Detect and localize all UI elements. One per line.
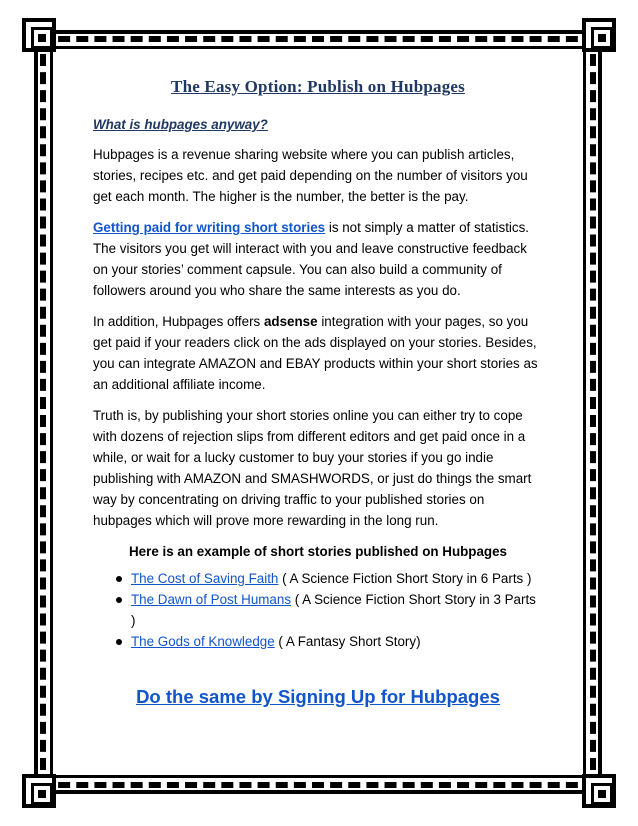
story-description: ( A Science Fiction Short Story in 3 Parts ) <box>131 592 536 628</box>
paragraph-text: In addition, Hubpages offers <box>93 314 264 329</box>
paragraph-adsense <box>93 311 543 395</box>
paragraph-intro: Hubpages is a revenue sharing website where you can publish articles, stories, recipes etc. and get paid depending on the number of visitors you get each month. The higher is the number, the better is the pay. <box>93 147 528 204</box>
list-item <box>131 568 543 589</box>
paragraph-text: is not simply a matter of statistics. The visitors you get will interact with you and leave constructive feedback on your stories’ comment capsule. You can also build a community of followers around you who share the same interests as you do. <box>93 220 530 298</box>
section-subheading: What is hubpages anyway? <box>93 117 268 132</box>
list-item <box>131 631 543 652</box>
story-link-cost-of-saving-faith[interactable]: The Cost of Saving Faith <box>131 571 279 586</box>
paragraph-getting-paid <box>93 217 543 301</box>
list-item <box>131 589 543 631</box>
page-title: The Easy Option: Publish on Hubpages <box>171 77 465 96</box>
paragraph-text: integration with your pages, so you get paid if your readers click on the ads displayed on your stories. Besides, you can integrate AMAZON and EBAY products within your short stories as an additional affiliate income. <box>93 314 538 392</box>
adsense-bold-text: adsense <box>263 314 318 329</box>
paragraph-truth: Truth is, by publishing your short stories online you can either try to cope with dozens of rejection slips from different editors and get paid once in a while, or wait for a lucky customer to buy your stories if you go indie publishing with AMAZON and SMASHWORDS, or just do things the smart way by concentrating on driving traffic to your published stories on hubpages which will prove more rewarding in the long run. <box>93 408 532 528</box>
story-description: ( A Science Fiction Short Story in 6 Parts ) <box>278 571 532 586</box>
corner-ornament-bottom-right <box>582 774 616 808</box>
story-list <box>93 568 543 652</box>
corner-ornament-top-right <box>582 18 616 52</box>
story-link-dawn-of-post-humans[interactable]: The Dawn of Post Humans <box>131 592 292 607</box>
examples-heading: Here is an example of short stories published on Hubpages <box>129 544 507 559</box>
document-body <box>93 76 543 707</box>
story-link-gods-of-knowledge[interactable]: The Gods of Knowledge <box>131 634 275 649</box>
getting-paid-link[interactable]: Getting paid for writing short stories <box>93 220 326 235</box>
corner-ornament-bottom-left <box>22 774 56 808</box>
corner-ornament-top-left <box>22 18 56 52</box>
signup-cta-link[interactable]: Do the same by Signing Up for Hubpages <box>136 686 500 707</box>
story-description: ( A Fantasy Short Story) <box>274 634 421 649</box>
